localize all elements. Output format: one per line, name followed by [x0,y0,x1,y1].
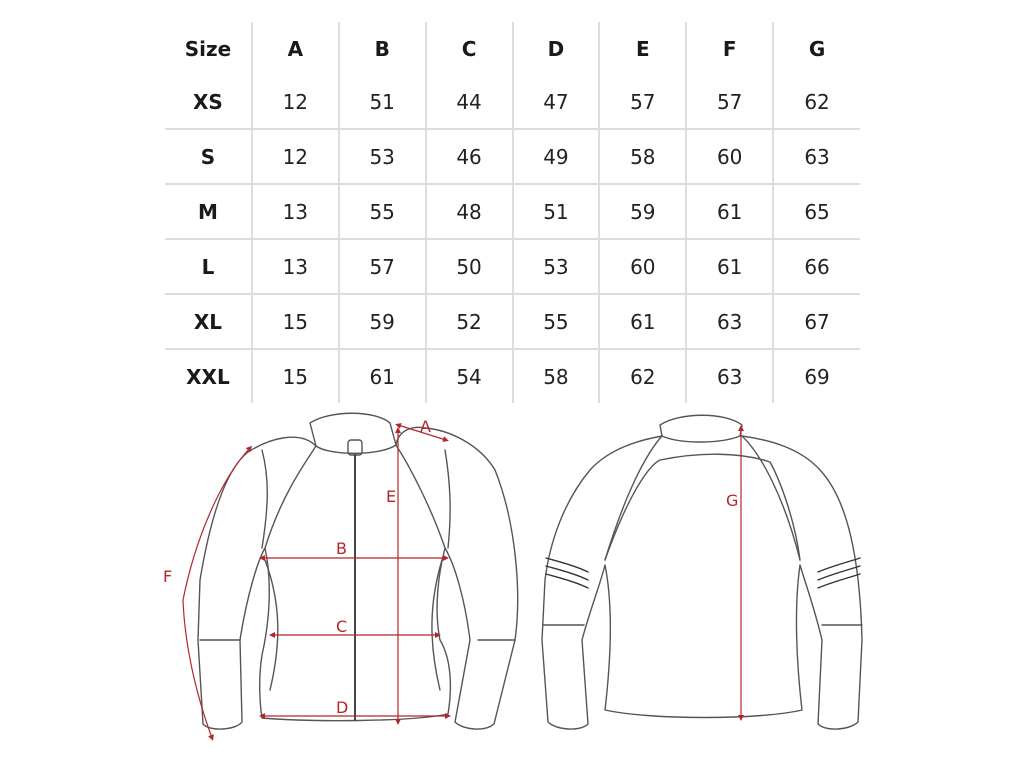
size-label: S [165,129,252,184]
cell-b: 55 [339,184,426,239]
size-label: XS [165,75,252,129]
table-row [165,349,860,403]
header-g: G [808,36,826,61]
cell-e: 57 [599,75,686,129]
front-right-raglan [396,445,445,548]
cell-g: 66 [773,239,860,294]
cell-b: 61 [339,349,426,403]
header-b: B [339,22,426,75]
cell-f: 61 [686,239,773,294]
header-f: F [686,22,773,75]
cell-e: 60 [599,239,686,294]
front-left-sleeve-inner [262,450,267,548]
label-d: D [336,698,349,717]
table-row [165,294,860,349]
table-header-row [165,22,860,75]
cell-g: 62 [773,75,860,129]
header-d: D [513,22,600,75]
label-c: C [336,617,348,636]
label-e: E [386,487,397,506]
back-right-stripe [818,558,860,588]
measure-f-line [183,448,250,738]
back-left-raglan [605,436,662,560]
back-left-stripe [546,558,588,588]
cell-d: 55 [513,294,600,349]
cell-b: 51 [339,75,426,129]
cell-e: 62 [599,349,686,403]
cell-g: 63 [773,129,860,184]
jacket-front-outline [198,413,518,729]
cell-c: 54 [426,349,513,403]
back-yoke [605,454,800,560]
cell-f: 61 [686,184,773,239]
size-label: L [165,239,252,294]
cell-c: 48 [426,184,513,239]
front-measurement-labels [163,417,431,717]
table-row [165,239,860,294]
header-c: C [426,22,513,75]
cell-a: 13 [252,184,339,239]
front-measurements [183,425,448,738]
jacket-back-outline [542,415,862,729]
label-a: A [420,417,431,436]
cell-c: 44 [426,75,513,129]
table-row [165,75,860,129]
front-left-raglan [265,446,316,548]
cell-f: 60 [686,129,773,184]
cell-d: 58 [513,349,600,403]
back-right-raglan [742,436,800,560]
front-right-panel [432,560,442,690]
cell-c: 46 [426,129,513,184]
cell-b: 57 [339,239,426,294]
cell-a: 15 [252,349,339,403]
cell-d: 49 [513,129,600,184]
cell-e: 61 [599,294,686,349]
table-row [165,129,860,184]
cell-a: 13 [252,239,339,294]
header-a: A [252,22,339,75]
cell-c: 52 [426,294,513,349]
cell-b: 53 [339,129,426,184]
front-right-sleeve-inner [445,450,450,548]
cell-a: 12 [252,75,339,129]
size-label: M [165,184,252,239]
cell-d: 47 [513,75,600,129]
cell-g: 65 [773,184,860,239]
cell-b: 59 [339,294,426,349]
cell-f: 57 [686,75,773,129]
label-f: F [163,567,173,586]
cell-e: 59 [599,184,686,239]
back-collar [660,415,742,442]
back-body-outline [542,436,862,729]
cell-f: 63 [686,349,773,403]
cell-e: 58 [599,129,686,184]
label-g: G [726,491,739,510]
front-body-outline [198,427,518,729]
cell-f: 63 [686,294,773,349]
label-b: B [336,539,347,558]
size-label: XXL [165,349,252,403]
jacket-measurement-diagram [0,400,1024,768]
cell-d: 53 [513,239,600,294]
size-table [165,22,860,403]
cell-c: 50 [426,239,513,294]
cell-g: 67 [773,294,860,349]
size-label: XL [165,294,252,349]
cell-a: 12 [252,129,339,184]
header-size: Size [165,22,252,75]
header-e: E [599,22,686,75]
table-row [165,184,860,239]
cell-a: 15 [252,294,339,349]
front-collar [310,413,396,453]
cell-d: 51 [513,184,600,239]
cell-g: 69 [804,364,830,389]
